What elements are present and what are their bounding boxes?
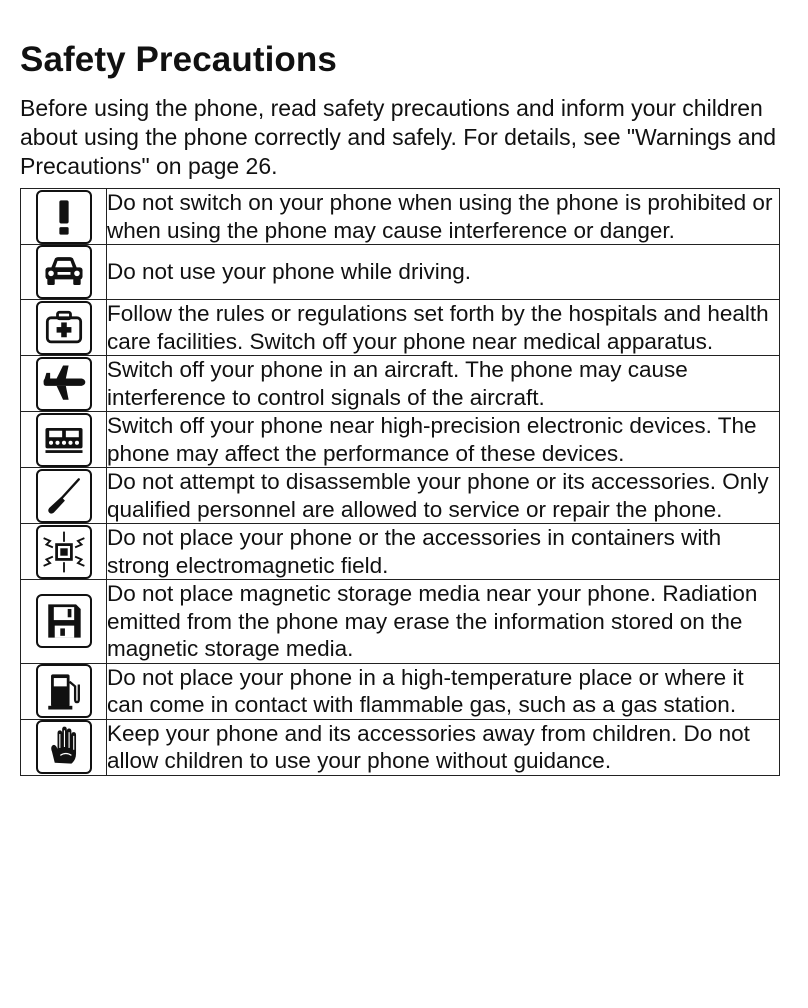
table-row (21, 663, 780, 719)
icon-cell (21, 468, 107, 524)
page (20, 36, 788, 776)
precaution-text: Do not switch on your phone when using the phone is prohibited or when using the phone may cause interference or danger. (107, 189, 780, 245)
precaution-text: Do not use your phone while driving. (107, 245, 780, 300)
table-row (21, 189, 780, 245)
intro-paragraph: Before using the phone, read safety precautions and inform your children about using the phone correctly and safely. For details, see "Warnings and Precautions" on page 26. (20, 95, 777, 179)
icon-cell (21, 524, 107, 580)
icon-cell (21, 580, 107, 664)
table-row (21, 300, 780, 356)
icon-cell (21, 663, 107, 719)
icon-cell (21, 189, 107, 245)
floppy-disk-icon (36, 594, 92, 648)
precaution-text: Do not attempt to disassemble your phone or its accessories. Only qualified personnel are allowed to service or repair the phone. (107, 468, 780, 524)
precaution-text: Do not place your phone or the accessories in containers with strong electromagnetic field. (107, 524, 780, 580)
icon-cell (21, 412, 107, 468)
table-row (21, 245, 780, 300)
exclamation-icon (36, 190, 92, 244)
medical-kit-icon (36, 301, 92, 355)
icon-cell (21, 300, 107, 356)
precaution-text: Switch off your phone near high-precision electronic devices. The phone may affect the performance of these devices. (107, 412, 780, 468)
precaution-text: Follow the rules or regulations set forth by the hospitals and health care facilities. Switch off your phone near medical apparatus. (107, 300, 780, 356)
car-icon (36, 245, 92, 299)
electromagnetic-field-icon (36, 525, 92, 579)
icon-cell (21, 356, 107, 412)
precaution-text: Switch off your phone in an aircraft. The phone may cause interference to control signals of the aircraft. (107, 356, 780, 412)
page-title: Safety Precautions (20, 40, 337, 79)
table-row (21, 356, 780, 412)
table-row (21, 468, 780, 524)
precaution-text: Do not place your phone in a high-temperature place or where it can come in contact with flammable gas, such as a gas station. (107, 663, 780, 719)
icon-cell (21, 245, 107, 300)
table-row (21, 412, 780, 468)
screwdriver-icon (36, 469, 92, 523)
precaution-text: Keep your phone and its accessories away from children. Do not allow children to use your phone without guidance. (107, 719, 780, 775)
airplane-icon (36, 357, 92, 411)
table-row (21, 524, 780, 580)
precaution-text: Do not place magnetic storage media near your phone. Radiation emitted from the phone may erase the information stored on the magnetic storage media. (107, 580, 780, 664)
safety-precautions-table (20, 188, 780, 776)
icon-cell (21, 719, 107, 775)
hand-stop-icon (36, 720, 92, 774)
table-row (21, 580, 780, 664)
gas-pump-icon (36, 664, 92, 718)
electronic-device-icon (36, 413, 92, 467)
table-row (21, 719, 780, 775)
